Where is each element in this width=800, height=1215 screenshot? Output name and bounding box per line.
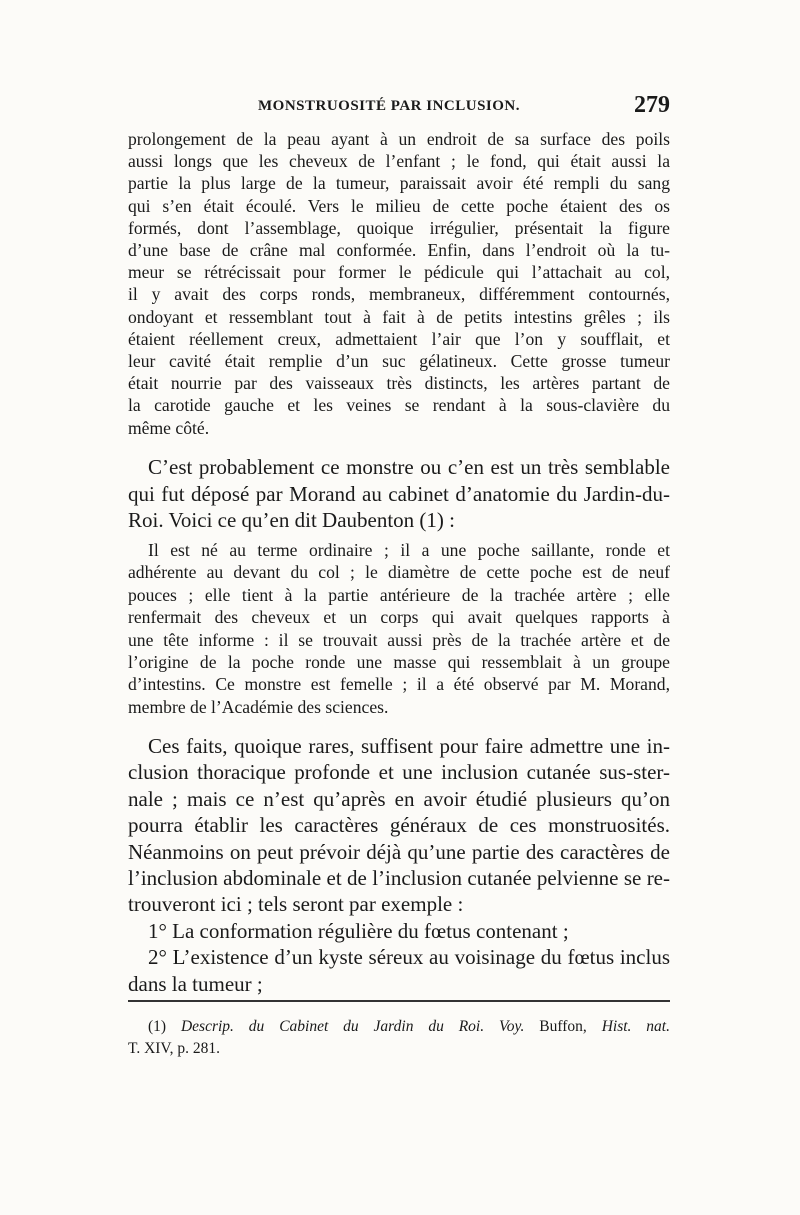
text-line: qui fut déposé par Morand au cabinet d’anatomie du Jardin-du- (128, 481, 670, 506)
text-line: meur se rétrécissait pour former le pédicule qui l’attachait au col, (128, 262, 670, 283)
text-line: clusion thoracique profonde et une inclusion cutanée sus-ster- (128, 760, 670, 785)
text-line: Néanmoins on peut prévoir déjà qu’une partie des caractères de (128, 839, 670, 864)
text-line: l’origine de la poche ronde une masse qui ressemblait à un groupe (128, 652, 670, 673)
paragraph-2 (128, 454, 670, 534)
footnote-author: Buffon, (539, 1018, 587, 1035)
text-line: une tête informe : il se trouvait aussi près de la trachée artère et de (128, 629, 670, 650)
text-line: formés, dont l’assemblage, quoique irrégulier, présentait la figure (128, 217, 670, 238)
text-line: la carotide gauche et les veines se rendant à la sous-clavière du (128, 395, 670, 416)
text-line: même côté. (128, 417, 210, 438)
text-line: d’une base de crâne mal conformée. Enfin, dans l’endroit où la tu- (128, 240, 670, 261)
text-line: prolongement de la peau ayant à un endroit de sa surface des poils (128, 129, 670, 149)
text-line: membre de l’Académie des sciences. (128, 696, 389, 717)
footnote-marker: (1) (148, 1018, 167, 1035)
footnote (128, 1016, 670, 1060)
text-line: leur cavité était remplie d’un suc gélatineux. Cette grosse tumeur (128, 351, 670, 372)
footnote-line: T. XIV, p. 281. (128, 1040, 220, 1057)
paragraph-1 (128, 128, 670, 439)
text-line: qui s’en était écoulé. Vers le milieu de cette poche étaient des os (128, 195, 670, 216)
text-line: C’est probablement ce monstre ou c’en est un très semblable (148, 455, 670, 479)
text-line: pourra établir les caractères généraux de ces monstruosités. (128, 813, 670, 838)
text-line: Roi. Voici ce qu’en dit Daubenton (1) : (128, 508, 455, 532)
text-line: adhérente au devant du col ; le diamètre de cette poche est de neuf (128, 562, 670, 583)
text-line: trouveront ici ; tels seront par exemple : (128, 892, 464, 917)
footnote-rule (128, 1000, 670, 1002)
text-line: nale ; mais ce n’est qu’après en avoir étudié plusieurs qu’on (128, 786, 670, 811)
page-header (128, 92, 670, 124)
text-line: pouces ; elle tient à la partie antérieure de la trachée artère ; elle (128, 584, 670, 605)
footnote-line (128, 1016, 670, 1038)
text-line: étaient réellement creux, admettaient l’air que l’on y soufflait, et (128, 328, 670, 349)
list-item: 2° L’existence d’un kyste séreux au voisinage du fœtus inclus (148, 945, 670, 970)
text-line: était nourrie par des vaisseaux très distincts, les artères partant de (128, 373, 670, 394)
text-line: Ces faits, quoique rares, suffisent pour faire admettre une in- (148, 734, 670, 758)
text-line: ondoyant et ressemblant tout à fait à de petits intestins grêles ; ils (128, 306, 670, 327)
footnote-work: Hist. nat. (601, 1018, 670, 1035)
paragraph-3 (128, 733, 670, 997)
text-line: Il est né au terme ordinaire ; il a une poche saillante, ronde et (148, 540, 670, 560)
text-line: renfermait des cheveux et un corps qui avait quelques rapports à (128, 607, 670, 628)
text-line: partie la plus large de la tumeur, paraissait avoir été rempli du sang (128, 173, 670, 194)
list-item: 1° La conformation régulière du fœtus contenant ; (148, 918, 569, 943)
text-line: il y avait des corps ronds, membraneux, différemment contournés, (128, 284, 670, 305)
text-line: l’inclusion abdominale et de l’inclusion cutanée pelvienne se re- (128, 866, 670, 891)
text-line: dans la tumeur ; (128, 971, 263, 996)
footnote-source: Descrip. du Cabinet du Jardin du Roi. Voy. (180, 1018, 525, 1035)
running-title: MONSTRUOSITÉ PAR INCLUSION. (258, 98, 521, 114)
page-number: 279 (634, 92, 670, 118)
text-line: d’intestins. Ce monstre est femelle ; il a été observé par M. Morand, (128, 674, 670, 695)
quotation-daubenton (128, 539, 670, 718)
text-line: aussi longs que les cheveux de l’enfant ; le fond, qui était aussi la (128, 151, 670, 172)
